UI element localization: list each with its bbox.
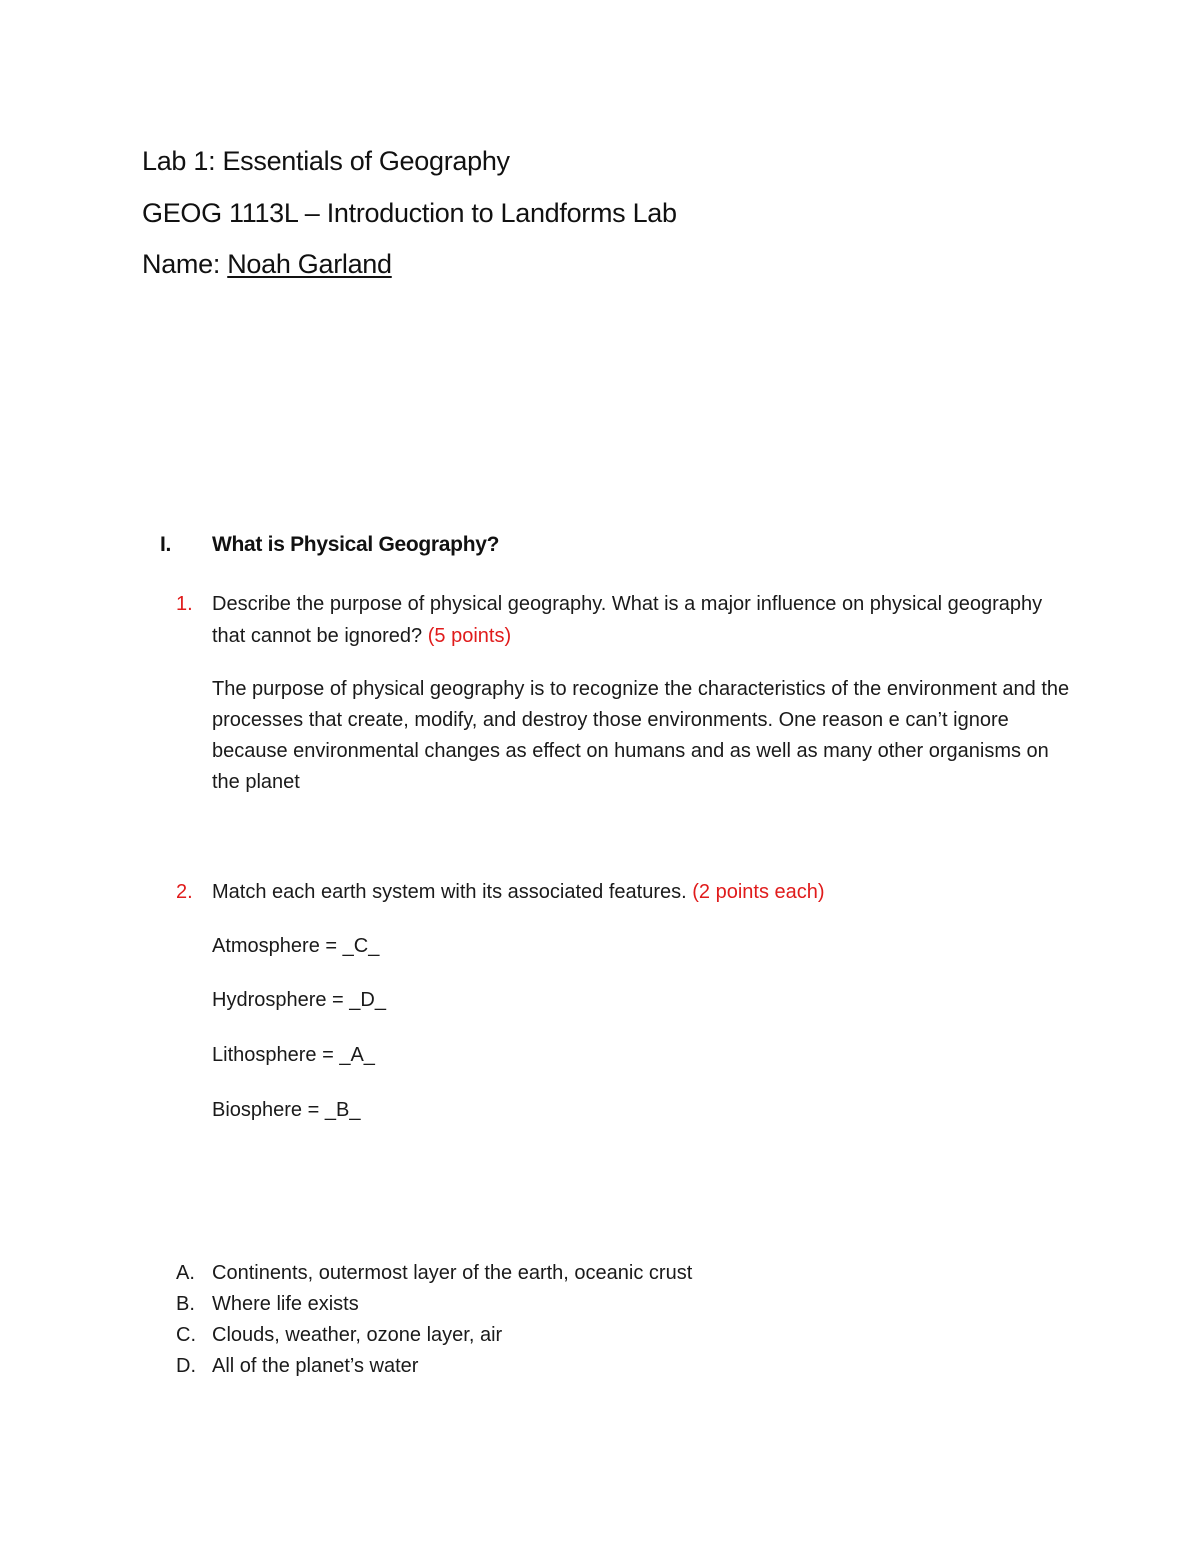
student-name: Noah Garland [227, 249, 392, 279]
course-title: GEOG 1113L – Introduction to Landforms Lab [142, 198, 677, 228]
student-name-line [142, 247, 392, 281]
option-letter: D. [176, 1355, 196, 1377]
match-label: Biosphere = [212, 1099, 325, 1121]
match-atmosphere [212, 931, 379, 961]
option-text: All of the planet’s water [212, 1355, 419, 1377]
match-answer: _C_ [342, 935, 380, 957]
match-label: Hydrosphere = [212, 989, 350, 1011]
match-label: Atmosphere = [212, 935, 343, 957]
match-answer: _B_ [324, 1099, 361, 1121]
question-1-points: (5 points) [427, 625, 512, 647]
section-heading [160, 530, 499, 560]
section-title: What is Physical Geography? [212, 533, 500, 556]
question-1-number: 1. [176, 593, 193, 615]
option-letter: B. [176, 1293, 195, 1315]
option-d [176, 1351, 418, 1382]
section-numeral: I. [160, 533, 172, 556]
option-letter: C. [176, 1324, 196, 1346]
option-letter: A. [176, 1262, 195, 1284]
option-text: Clouds, weather, ozone layer, air [212, 1324, 503, 1346]
match-answer: _D_ [349, 989, 386, 1011]
question-2-prompt: Match each earth system with its associated features. [212, 881, 687, 903]
option-c [176, 1320, 502, 1351]
match-hydrosphere [212, 985, 386, 1015]
match-label: Lithosphere = [212, 1044, 340, 1066]
name-label: Name: [142, 249, 228, 279]
question-1-prompt: Describe the purpose of physical geography. What is a major influence on physical geography that cannot be ignored? [212, 593, 1043, 647]
option-a [176, 1258, 692, 1289]
option-text: Continents, outermost layer of the earth, oceanic crust [212, 1262, 693, 1284]
question-2 [176, 876, 1076, 908]
question-2-points: (2 points each) [692, 881, 825, 903]
question-2-number: 2. [176, 881, 193, 903]
lab-title: Lab 1: Essentials of Geography [142, 146, 510, 176]
match-lithosphere [212, 1040, 375, 1070]
option-text: Where life exists [212, 1293, 359, 1315]
match-biosphere [212, 1095, 360, 1125]
match-answer: _A_ [339, 1044, 375, 1066]
option-b [176, 1289, 359, 1320]
question-1 [176, 588, 1076, 647]
question-1-answer: The purpose of physical geography is to recognize the characteristics of the environment and the processes that create, modify, and destroy those environments. One reason e can’t ignore because environmental changes as effect on humans and as well as many other organisms on the planet [212, 678, 1070, 793]
